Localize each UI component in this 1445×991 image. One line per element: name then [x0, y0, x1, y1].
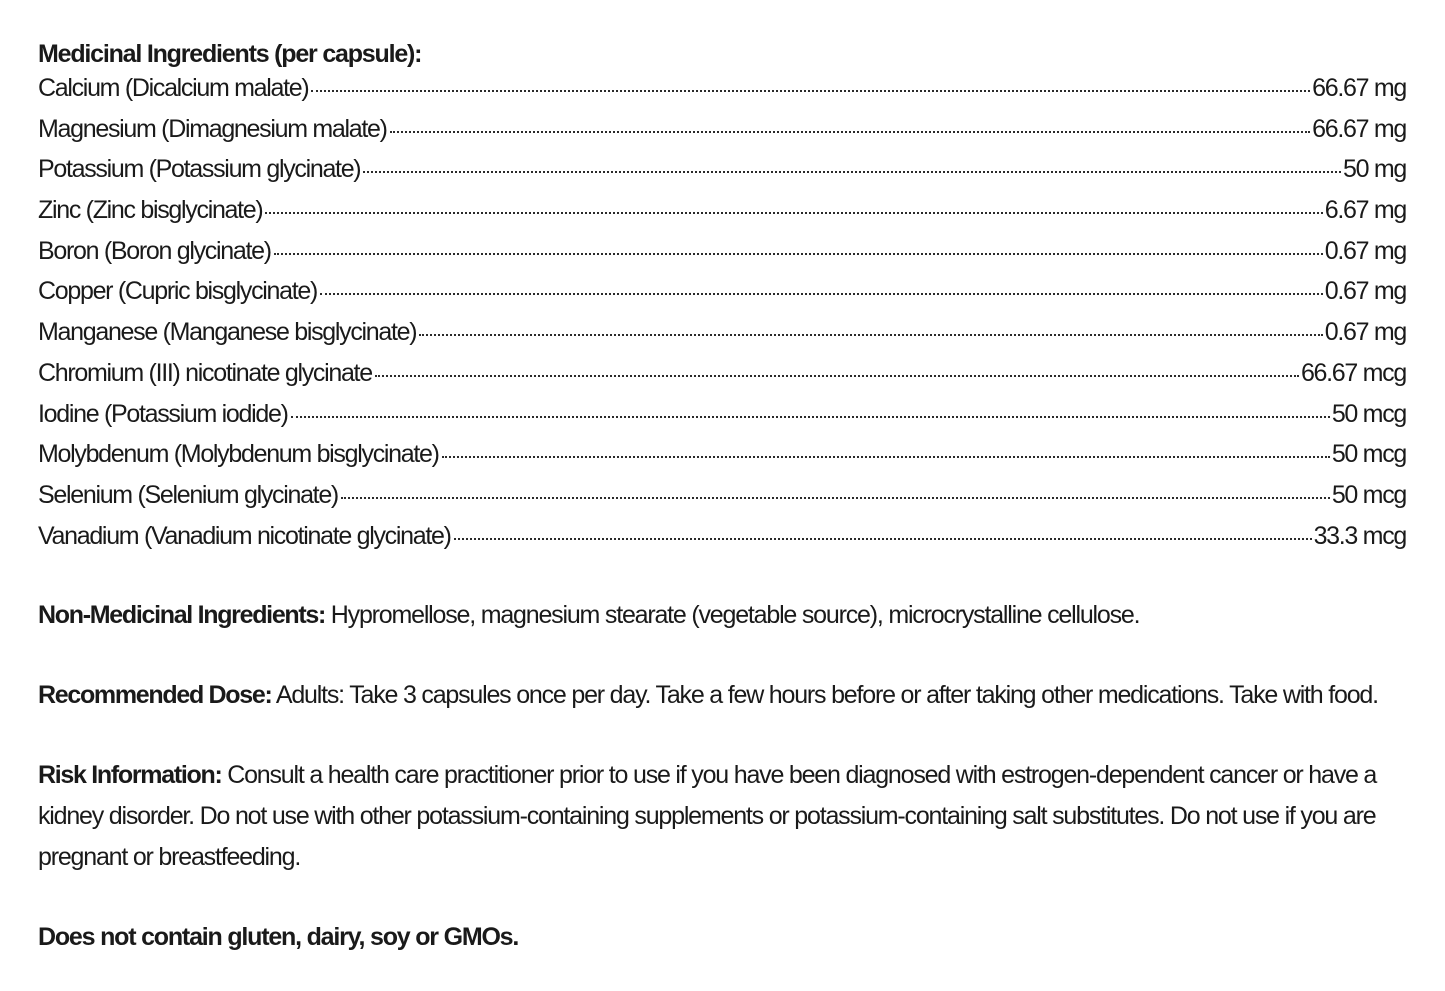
ingredient-name: Zinc (Zinc bisglycinate)	[38, 196, 263, 225]
non-medicinal-text: Hypromellose, magnesium stearate (vegetable source), microcrystalline cellulose.	[325, 601, 1140, 630]
ingredient-name: Vanadium (Vanadium nicotinate glycinate)	[38, 521, 451, 550]
recommended-dose-text: Adults: Take 3 capsules once per day. Take a few hours before or after taking other medications. Take with food.	[271, 681, 1378, 710]
medicinal-ingredients-list	[38, 74, 1406, 562]
dot-leader	[274, 253, 1323, 255]
ingredient-amount: 6.67 mg	[1324, 196, 1406, 225]
ingredient-row	[38, 400, 1406, 441]
ingredient-row	[38, 277, 1406, 318]
ingredient-name: Iodine (Potassium iodide)	[38, 399, 288, 428]
ingredient-row	[38, 115, 1406, 156]
ingredient-amount: 0.67 mg	[1324, 318, 1406, 347]
allergen-statement: Does not contain gluten, dairy, soy or GMOs.	[38, 923, 519, 952]
recommended-dose	[38, 675, 1406, 716]
dot-leader	[419, 334, 1322, 336]
ingredient-name: Manganese (Manganese bisglycinate)	[38, 318, 417, 347]
ingredient-amount: 0.67 mg	[1324, 236, 1406, 265]
non-medicinal-label: Non-Medicinal Ingredients:	[38, 601, 326, 630]
dot-leader	[291, 416, 1330, 418]
ingredient-name: Selenium (Selenium glycinate)	[38, 480, 338, 509]
ingredient-amount: 66.67 mg	[1312, 74, 1406, 102]
ingredient-name: Potassium (Potassium glycinate)	[38, 155, 361, 184]
ingredient-row	[38, 155, 1406, 196]
ingredient-row	[38, 74, 1406, 115]
product-label	[38, 34, 1406, 958]
non-medicinal-ingredients	[38, 595, 1406, 636]
ingredient-name: Chromium (III) nicotinate glycinate	[38, 358, 372, 387]
ingredient-row	[38, 237, 1406, 278]
medicinal-ingredients-heading: Medicinal Ingredients (per capsule):	[38, 40, 422, 68]
dot-leader	[363, 171, 1341, 173]
ingredient-row	[38, 359, 1406, 400]
ingredient-row	[38, 196, 1406, 237]
dot-leader	[341, 497, 1330, 499]
ingredient-name: Magnesium (Dimagnesium malate)	[38, 114, 387, 143]
ingredient-amount: 50 mcg	[1331, 480, 1406, 509]
risk-information-label: Risk Information:	[38, 761, 222, 790]
ingredient-amount: 0.67 mg	[1324, 277, 1406, 306]
ingredient-name: Copper (Cupric bisglycinate)	[38, 277, 318, 306]
ingredient-amount: 50 mg	[1343, 155, 1406, 184]
risk-information	[38, 755, 1406, 878]
dot-leader	[375, 375, 1299, 377]
ingredient-amount: 33.3 mcg	[1313, 521, 1406, 550]
ingredient-amount: 66.67 mcg	[1300, 358, 1406, 387]
ingredient-row	[38, 522, 1406, 563]
risk-information-text: Consult a health care practitioner prior to use if you have been diagnosed with estrogen-dependent cancer or have a kidney disorder. Do not use with other potassium-containing supplements or potassium-containing salt substitutes. Do not use if you are pregnant or breastfeeding.	[38, 761, 1377, 872]
ingredient-name: Calcium (Dicalcium malate)	[38, 74, 309, 102]
dot-leader	[454, 538, 1312, 540]
ingredient-row	[38, 440, 1406, 481]
ingredient-amount: 50 mcg	[1331, 440, 1406, 469]
ingredient-row	[38, 481, 1406, 522]
ingredient-amount: 66.67 mg	[1312, 114, 1406, 143]
dot-leader	[311, 90, 1310, 92]
dot-leader	[390, 131, 1311, 133]
dot-leader	[320, 293, 1323, 295]
ingredient-name: Molybdenum (Molybdenum bisglycinate)	[38, 440, 439, 469]
ingredient-name: Boron (Boron glycinate)	[38, 236, 271, 265]
ingredient-row	[38, 318, 1406, 359]
ingredient-amount: 50 mcg	[1331, 399, 1406, 428]
recommended-dose-label: Recommended Dose:	[38, 681, 272, 710]
dot-leader	[442, 456, 1330, 458]
dot-leader	[265, 212, 1322, 214]
